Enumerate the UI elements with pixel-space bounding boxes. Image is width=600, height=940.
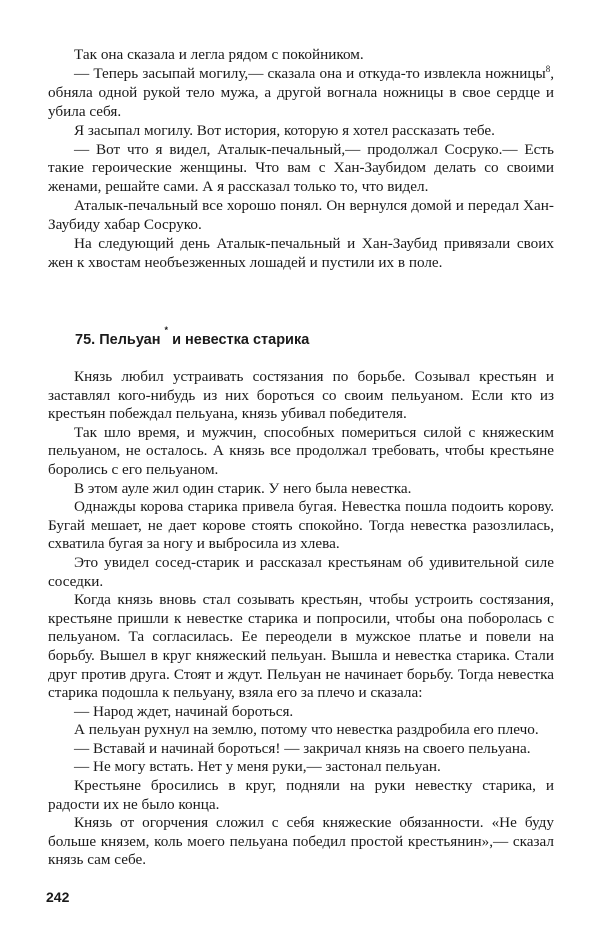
paragraph: Так она сказала и легла рядом с покойником. xyxy=(74,46,364,63)
paragraph: — Не могу встать. Нет у меня руки,— застонал пельуан. xyxy=(74,758,441,776)
paragraph xyxy=(48,65,554,122)
paragraph: В этом ауле жил один старик. У него была невестка. xyxy=(74,479,412,497)
section-title-rest: и невестка старика xyxy=(172,332,310,348)
paragraph: — Вставай и начинай бороться! — закричал князь на своего пельуана. xyxy=(74,739,531,757)
paragraph: Князь любил устраивать состязания по борьбе. Созывал крестьян и заставлял кого-нибудь из них бороться со своим пельуаном. Если кто из крестьян побеждал пельуана, князь убивал победителя. xyxy=(48,368,554,423)
footnote-marker: 8 xyxy=(545,63,551,74)
paragraph: А пельуан рухнул на землю, потому что невестка раздробила его плечо. xyxy=(74,721,539,739)
paragraph-text: — Теперь засыпай могилу,— сказала она и откуда-то извлекла ножницы xyxy=(74,64,546,82)
paragraph: — Вот что я видел, Аталык-печальный,— продолжал Сосруко.— Есть такие героические женщины. Что вам с Хан-Заубидом делать со своими женами, решайте сами. А я рассказал только то, что видел. xyxy=(48,140,554,196)
paragraph: Князь от огорчения сложил с себя княжеские обязанности. «Не буду больше князем, коль моего пельуана победил простой крестьянин»,— сказал князь сам себе. xyxy=(48,814,554,869)
paragraph: Я засыпал могилу. Вот история, которую я хотел рассказать тебе. xyxy=(74,121,495,139)
paragraph-text: , обняла одной рукой тело мужа, а другой вогнала ножницы в свое сердце и убила себя. xyxy=(48,64,554,120)
paragraph: Аталык-печальный все хорошо понял. Он вернулся домой и передал Хан-Заубиду хабар Сосруко. xyxy=(48,197,554,234)
previous-story-ending xyxy=(48,46,554,273)
paragraph: Крестьяне бросились в круг, подняли на руки невестку старика, и радости их не было конца. xyxy=(48,777,554,813)
page-number: 242 xyxy=(46,889,70,905)
footnote-star: * xyxy=(164,325,169,335)
paragraph: На следующий день Аталык-печальный и Хан-Заубид привязали своих жен к хвостам необъезженных лошадей и пустили их в поле. xyxy=(48,235,554,271)
section-title: Пельуан xyxy=(99,332,161,348)
paragraph: — Народ ждет, начинай бороться. xyxy=(74,702,294,720)
story-body xyxy=(48,368,554,870)
section-number: 75. xyxy=(75,332,96,348)
paragraph: Это увидел сосед-старик и рассказал крестьянам об удивительной силе соседки. xyxy=(48,553,554,590)
paragraph: Однажды корова старика привела бугая. Невестка пошла подоить корову. Бугай мешает, не дает корове стоять спокойно. Тогда невестка разозлилась, схватила бугая за ногу и выбросила из хлева. xyxy=(48,498,554,553)
paragraph: Так шло время, и мужчин, способных помериться силой с княжеским пельуаном, не осталось. А князь все продолжал требовать, чтобы крестьяне боролись с его пельуаном. xyxy=(48,423,554,478)
section-heading xyxy=(75,325,310,350)
paragraph: Когда князь вновь стал созывать крестьян, чтобы устроить состязания, крестьяне пришли к невестке старика и попросили, чтобы она поборолась с пельуаном. Та согласилась. Ее переодели в мужское платье и повели на борьбу. Вышел в круг княжеский пельуан. Вышла и невестка старика. Стали друг против друга. Стоят и ждут. Пельуан не начинает борьбу. Тогда невестка старика подошла к пельуану, взяла его за плечо и сказала: xyxy=(48,591,554,702)
